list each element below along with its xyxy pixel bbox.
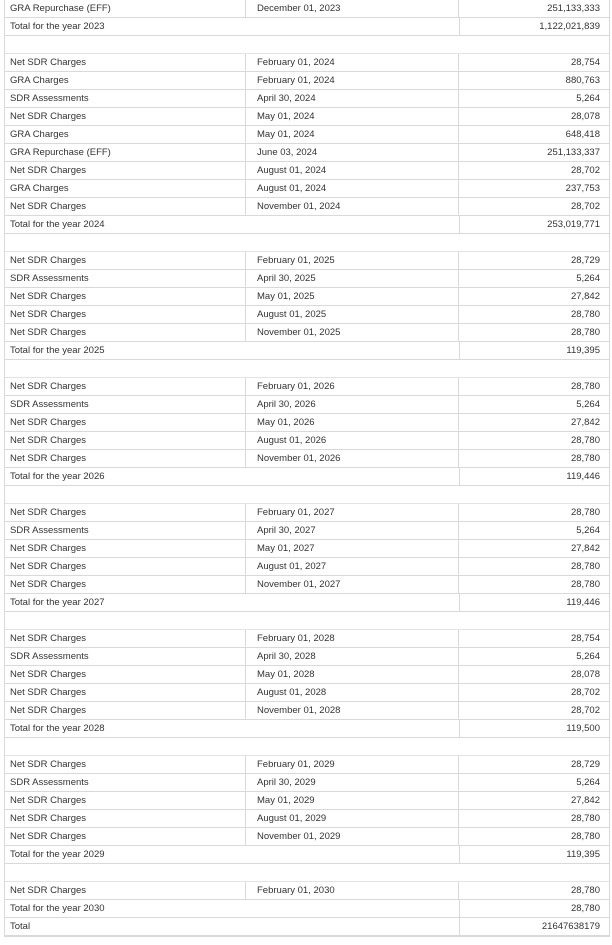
row-amount: 28,780 (570, 381, 600, 392)
year-total-amount: 119,446 (459, 468, 609, 485)
row-date: May 01, 2024 (246, 126, 459, 143)
year-total-amount: 1,122,021,839 (459, 18, 609, 35)
year-total-amount: 119,500 (459, 720, 609, 737)
row-amount: 28,780 (570, 831, 600, 842)
row-date: February 01, 2030 (246, 882, 459, 899)
year-total-label: Total for the year 2028 (10, 723, 105, 734)
row-amount: 28,780 (570, 885, 600, 896)
row-amount: 27,842 (570, 795, 600, 806)
table-row (5, 504, 609, 522)
table-row (5, 126, 609, 144)
row-date: May 01, 2028 (246, 666, 459, 683)
row-date: August 01, 2024 (246, 180, 459, 197)
table-row (5, 180, 609, 198)
row-description: Net SDR Charges (5, 378, 246, 395)
row-date: May 01, 2025 (246, 288, 459, 305)
table-row (5, 558, 609, 576)
row-amount: 28,078 (570, 111, 600, 122)
table-row (5, 702, 609, 720)
table-row (5, 666, 609, 684)
table-row (5, 792, 609, 810)
row-description: Net SDR Charges (5, 432, 246, 449)
payment-schedule-table (4, 0, 610, 937)
year-total-amount: 119,446 (459, 594, 609, 611)
year-separator (5, 864, 609, 882)
row-date: November 01, 2028 (246, 702, 459, 719)
row-amount: 28,780 (570, 309, 600, 320)
row-amount: 28,702 (570, 705, 600, 716)
table-row (5, 450, 609, 468)
year-total-label: Total for the year 2023 (10, 21, 105, 32)
year-total-row (5, 342, 609, 360)
row-description: GRA Charges (5, 180, 246, 197)
row-description: Net SDR Charges (5, 666, 246, 683)
table-row (5, 252, 609, 270)
table-row (5, 540, 609, 558)
row-date: November 01, 2024 (246, 198, 459, 215)
row-description: Net SDR Charges (5, 252, 246, 269)
row-amount: 648,418 (565, 129, 600, 140)
row-amount: 28,780 (570, 579, 600, 590)
row-amount: 28,780 (570, 813, 600, 824)
year-total-label: Total for the year 2030 (10, 903, 105, 914)
row-description: SDR Assessments (5, 396, 246, 413)
row-description: Net SDR Charges (5, 702, 246, 719)
table-row (5, 198, 609, 216)
row-date: August 01, 2025 (246, 306, 459, 323)
row-amount: 28,702 (570, 687, 600, 698)
table-row (5, 774, 609, 792)
year-total-row (5, 846, 609, 864)
table-row (5, 0, 609, 18)
year-total-label: Total for the year 2027 (10, 597, 105, 608)
row-amount: 28,729 (570, 255, 600, 266)
table-row (5, 144, 609, 162)
year-separator (5, 612, 609, 630)
row-description: Net SDR Charges (5, 558, 246, 575)
row-amount: 880,763 (565, 75, 600, 86)
row-description: Net SDR Charges (5, 684, 246, 701)
row-amount: 28,729 (570, 759, 600, 770)
row-date: February 01, 2025 (246, 252, 459, 269)
row-amount: 5,264 (576, 525, 600, 536)
table-row (5, 306, 609, 324)
row-date: February 01, 2026 (246, 378, 459, 395)
year-total-amount: 253,019,771 (459, 216, 609, 233)
table-row (5, 684, 609, 702)
table-row (5, 288, 609, 306)
year-separator (5, 360, 609, 378)
row-date: May 01, 2029 (246, 792, 459, 809)
year-total-label: Total for the year 2029 (10, 849, 105, 860)
row-description: Net SDR Charges (5, 288, 246, 305)
row-amount: 251,133,337 (547, 147, 600, 158)
year-separator (5, 738, 609, 756)
row-amount: 5,264 (576, 273, 600, 284)
year-total-label: Total for the year 2026 (10, 471, 105, 482)
table-row (5, 882, 609, 900)
row-date: April 30, 2025 (246, 270, 459, 287)
row-date: February 01, 2024 (246, 72, 459, 89)
row-amount: 27,842 (570, 291, 600, 302)
row-description: GRA Charges (5, 72, 246, 89)
row-amount: 5,264 (576, 399, 600, 410)
row-description: GRA Repurchase (EFF) (5, 144, 246, 161)
row-description: Net SDR Charges (5, 630, 246, 647)
table-row (5, 90, 609, 108)
row-description: Net SDR Charges (5, 540, 246, 557)
table-row (5, 630, 609, 648)
row-description: SDR Assessments (5, 648, 246, 665)
table-row (5, 756, 609, 774)
year-total-row (5, 720, 609, 738)
table-row (5, 108, 609, 126)
row-amount: 28,780 (570, 327, 600, 338)
row-date: May 01, 2026 (246, 414, 459, 431)
row-date: November 01, 2029 (246, 828, 459, 845)
row-description: SDR Assessments (5, 522, 246, 539)
row-amount: 27,842 (570, 543, 600, 554)
row-description: Net SDR Charges (5, 504, 246, 521)
year-total-label: Total for the year 2024 (10, 219, 105, 230)
row-date: August 01, 2029 (246, 810, 459, 827)
year-separator (5, 234, 609, 252)
row-amount: 28,780 (570, 435, 600, 446)
table-row (5, 432, 609, 450)
row-description: Net SDR Charges (5, 756, 246, 773)
table-row (5, 828, 609, 846)
year-total-row (5, 18, 609, 36)
row-description: GRA Charges (5, 126, 246, 143)
table-row (5, 576, 609, 594)
row-date: April 30, 2026 (246, 396, 459, 413)
row-date: April 30, 2028 (246, 648, 459, 665)
row-date: May 01, 2024 (246, 108, 459, 125)
year-separator (5, 36, 609, 54)
table-row (5, 396, 609, 414)
row-description: Net SDR Charges (5, 414, 246, 431)
table-row (5, 162, 609, 180)
row-date: February 01, 2027 (246, 504, 459, 521)
row-date: June 03, 2024 (246, 144, 459, 161)
row-amount: 28,702 (570, 165, 600, 176)
table-row (5, 378, 609, 396)
row-description: Net SDR Charges (5, 108, 246, 125)
table-row (5, 522, 609, 540)
row-amount: 28,702 (570, 201, 600, 212)
row-description: Net SDR Charges (5, 810, 246, 827)
year-separator (5, 486, 609, 504)
row-amount: 237,753 (565, 183, 600, 194)
year-total-row (5, 468, 609, 486)
row-description: SDR Assessments (5, 90, 246, 107)
row-date: November 01, 2027 (246, 576, 459, 593)
table-row (5, 414, 609, 432)
table-row (5, 72, 609, 90)
row-amount: 28,780 (570, 507, 600, 518)
row-amount: 5,264 (576, 651, 600, 662)
row-amount: 28,754 (570, 57, 600, 68)
row-description: Net SDR Charges (5, 162, 246, 179)
row-amount: 5,264 (576, 93, 600, 104)
row-description: GRA Repurchase (EFF) (5, 0, 246, 17)
grand-total-label: Total (10, 921, 31, 932)
row-description: Net SDR Charges (5, 792, 246, 809)
row-description: Net SDR Charges (5, 828, 246, 845)
row-date: February 01, 2024 (246, 54, 459, 71)
row-date: April 30, 2029 (246, 774, 459, 791)
row-amount: 27,842 (570, 417, 600, 428)
year-total-row (5, 216, 609, 234)
row-amount: 251,133,333 (547, 3, 600, 14)
row-description: Net SDR Charges (5, 882, 246, 899)
year-total-row (5, 900, 609, 918)
row-description: Net SDR Charges (5, 450, 246, 467)
row-date: February 01, 2029 (246, 756, 459, 773)
row-date: May 01, 2027 (246, 540, 459, 557)
table-row (5, 54, 609, 72)
row-amount: 28,754 (570, 633, 600, 644)
row-date: November 01, 2025 (246, 324, 459, 341)
year-total-amount: 119,395 (459, 342, 609, 359)
row-description: Net SDR Charges (5, 54, 246, 71)
row-date: August 01, 2024 (246, 162, 459, 179)
row-description: Net SDR Charges (5, 324, 246, 341)
row-amount: 28,780 (570, 453, 600, 464)
grand-total-amount: 21647638179 (459, 918, 609, 935)
row-description: Net SDR Charges (5, 198, 246, 215)
table-row (5, 810, 609, 828)
row-date: August 01, 2027 (246, 558, 459, 575)
table-row (5, 270, 609, 288)
row-amount: 5,264 (576, 777, 600, 788)
year-total-amount: 28,780 (459, 900, 609, 917)
row-description: SDR Assessments (5, 270, 246, 287)
year-total-row (5, 594, 609, 612)
row-date: November 01, 2026 (246, 450, 459, 467)
row-description: SDR Assessments (5, 774, 246, 791)
table-row (5, 324, 609, 342)
row-date: December 01, 2023 (246, 0, 459, 17)
grand-total-row (5, 918, 609, 936)
year-total-label: Total for the year 2025 (10, 345, 105, 356)
row-date: April 30, 2027 (246, 522, 459, 539)
row-description: Net SDR Charges (5, 306, 246, 323)
row-amount: 28,780 (570, 561, 600, 572)
row-date: August 01, 2028 (246, 684, 459, 701)
row-date: August 01, 2026 (246, 432, 459, 449)
row-date: April 30, 2024 (246, 90, 459, 107)
table-row (5, 648, 609, 666)
row-date: February 01, 2028 (246, 630, 459, 647)
row-description: Net SDR Charges (5, 576, 246, 593)
row-amount: 28,078 (570, 669, 600, 680)
year-total-amount: 119,395 (459, 846, 609, 863)
